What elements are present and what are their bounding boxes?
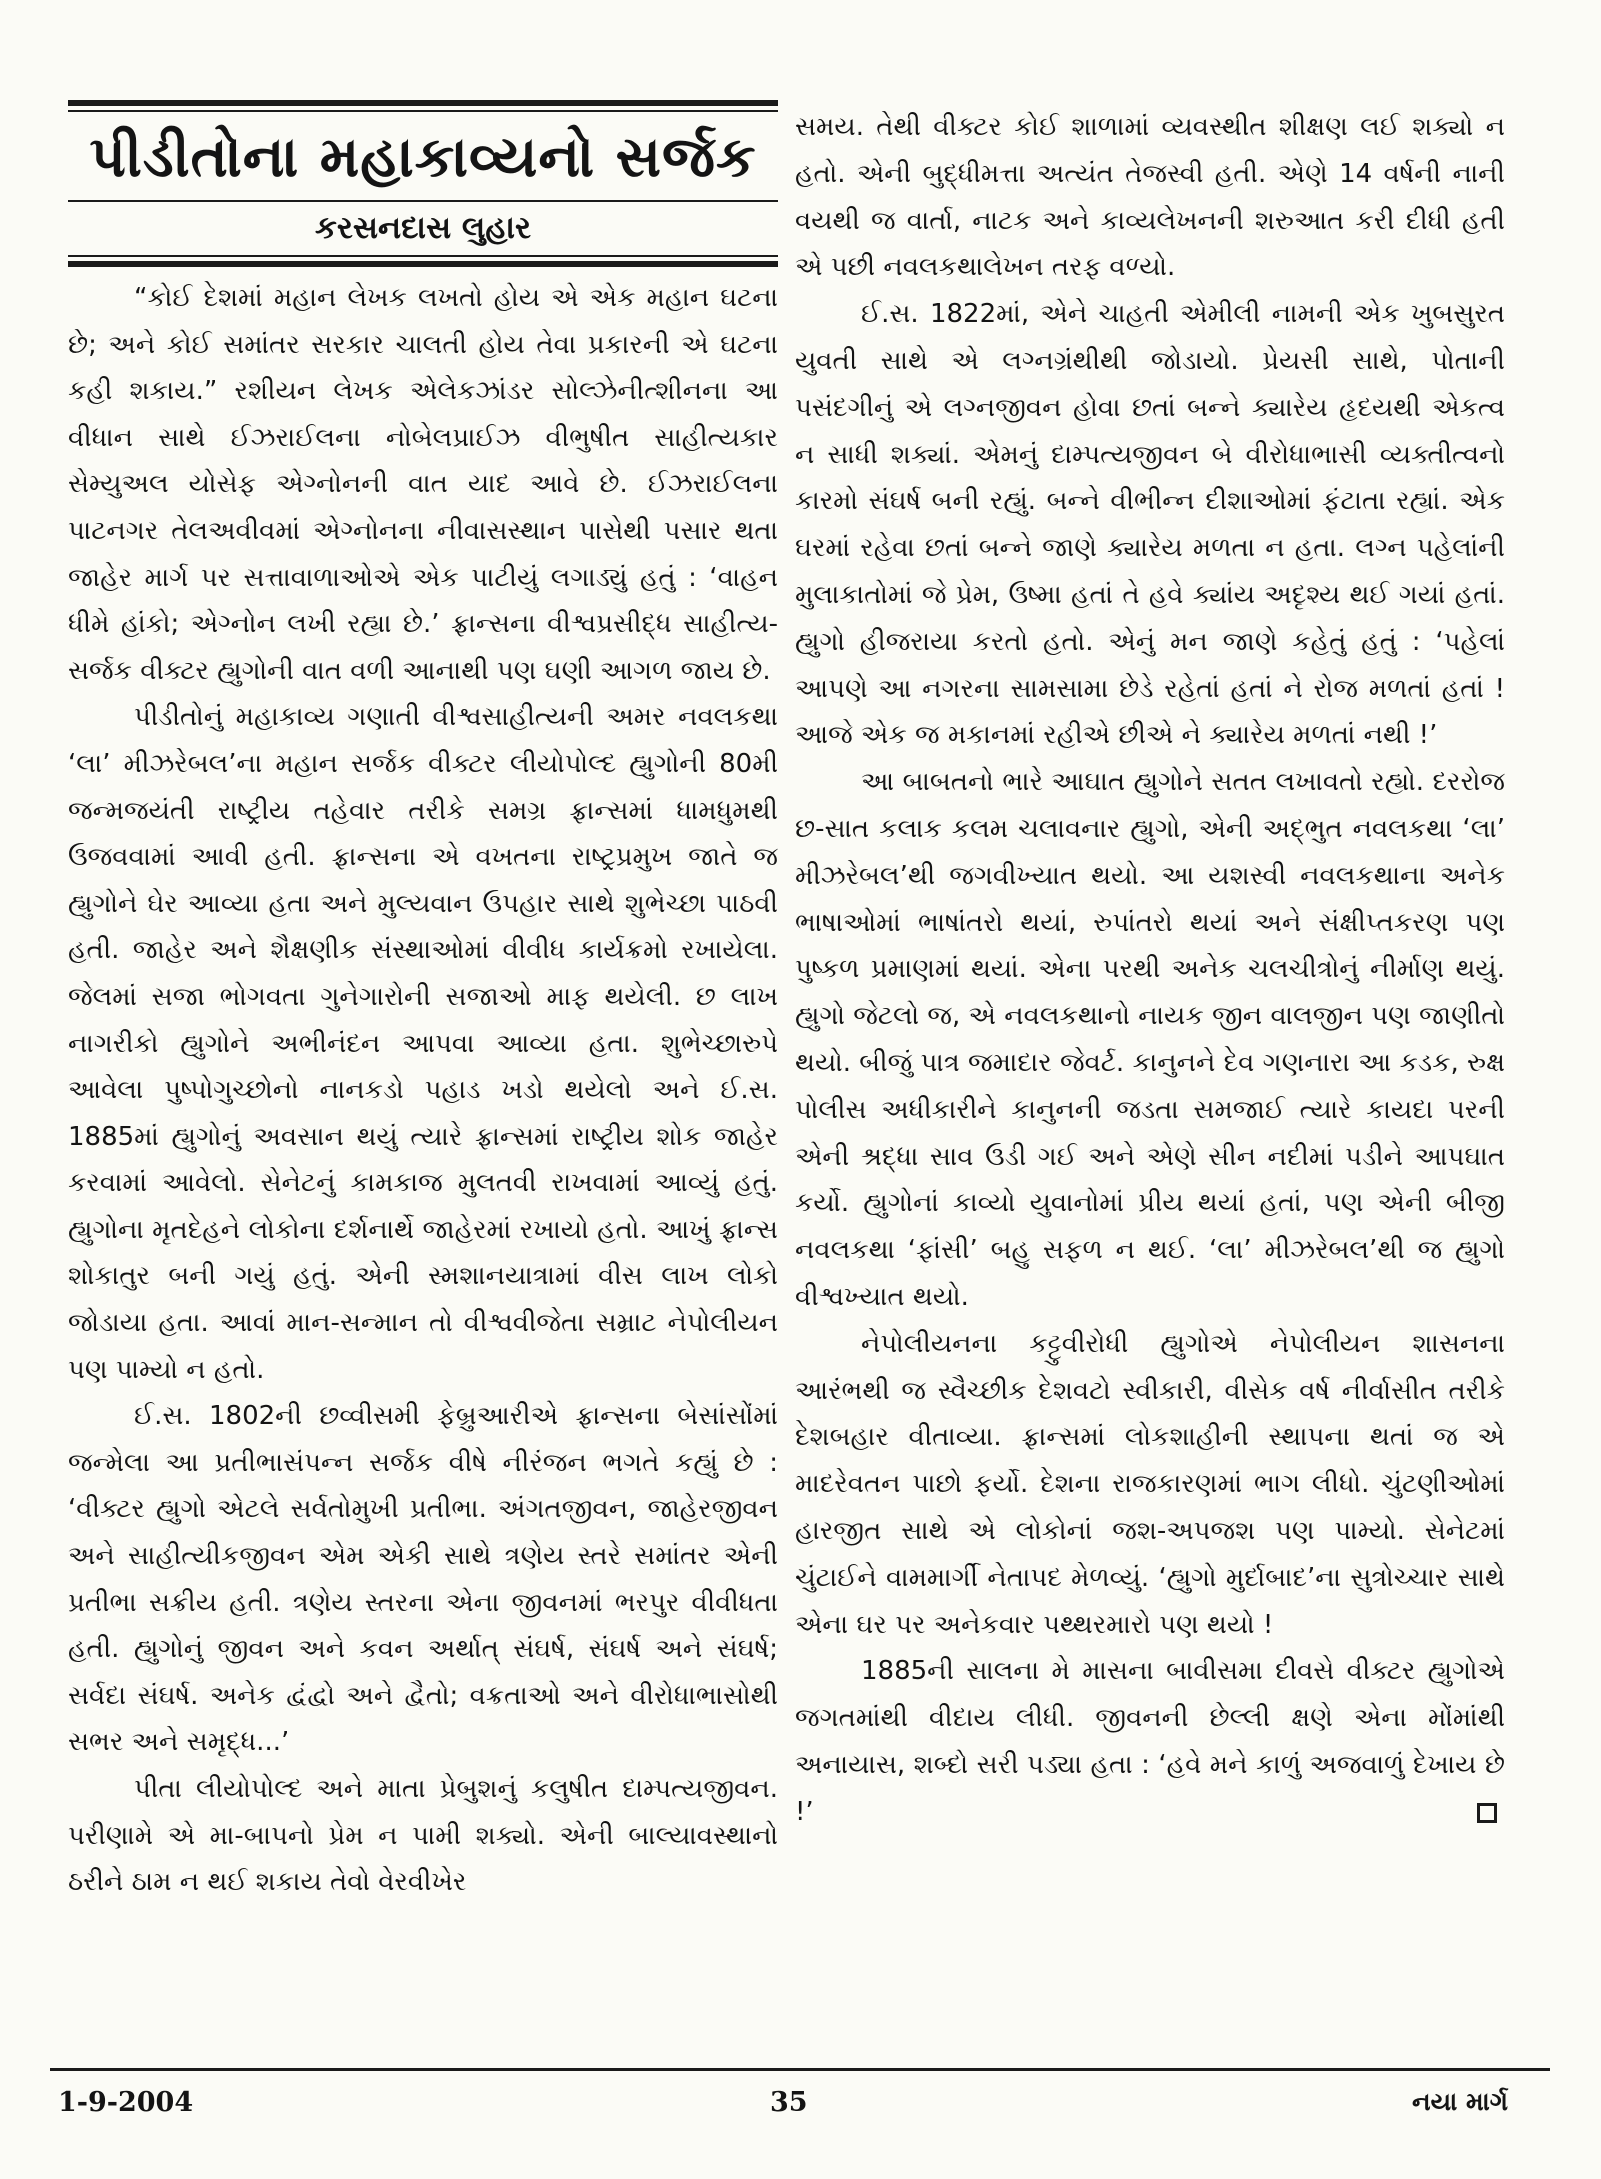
article-title: પીડીતોના મહાકાવ્યનો સર્જક <box>89 125 757 190</box>
right-column <box>795 104 1505 1835</box>
title-top-rule <box>68 100 778 106</box>
author-top-rule <box>68 200 778 202</box>
title-top-thin-rule <box>68 110 778 112</box>
article-author: કરસનદાસ લુહાર <box>314 210 532 246</box>
end-of-article-square-icon <box>1477 1803 1497 1823</box>
page-footer <box>50 2068 1550 2121</box>
issue-date: 1-9-2004 <box>58 2087 194 2118</box>
paragraph: “કોઈ દેશમાં મહાન લેખક લખતો હોય એ એક મહાન ઘટના છે; અને કોઈ સમાંતર સરકાર ચાલતી હોય તેવા પ્રકારની એ ઘટના કહી શકાય.” રશીયન લેખક એલેકઝાંડર સોલ્ઝેનીત્શીનના આ વીધાન સાથે ઈઝરાઈલના નોબેલપ્રાઈઝ વીભુષીત સાહીત્યકાર સેમ્યુઅલ યોસેફ એગ્નોનની વાત યાદ આવે છે. ઈઝરાઈલના પાટનગર તેલઅવીવમાં એગ્નોનના નીવાસસ્થાન પાસેથી પસાર થતા જાહેર માર્ગ પર સત્તાવાળાઓએ એક પાટીયું લગાડ્યું હતું : ‘વાહન ધીમે હાંકો; એગ્નોન લખી રહ્યા છે.’ ફ્રાન્સના વીશ્વપ્રસીદ્ધ સાહીત્ય- સર્જક વીક્ટર હ્યુગોની વાત વળી આનાથી પણ ઘણી આગળ જાય છે. <box>68 283 778 686</box>
paragraph: નેપોલીયનના કટ્ટુવીરોધી હ્યુગોએ નેપોલીયન શાસનના આરંભથી જ સ્વૈચ્છીક દેશવટો સ્વીકારી, વીસેક વર્ષ નીર્વાસીત તરીકે દેશબહાર વીતાવ્યા. ફ્રાન્સમાં લોકશાહીની સ્થાપના થતાં જ એ માદરેવતન પાછો ફર્યો. દેશના રાજકારણમાં ભાગ લીધો. ચુંટણીઓમાં હારજીત સાથે એ લોકોનાં જશ-અપજશ પણ પામ્યો. સેનેટમાં ચુંટાઈને વામમાર્ગી નેતાપદ મેળવ્યું. ‘હ્યુગો મુર્દાબાદ’ના સુત્રોચ્ચાર સાથે એના ઘર પર અનેકવાર પથ્થરમારો પણ થયો ! <box>795 1328 1505 1640</box>
left-column <box>68 100 778 1906</box>
magazine-name: નયા માર્ગ <box>1412 2087 1508 2116</box>
paragraph-text: 1885ની સાલના મે માસના બાવીસમા દીવસે વીક્ટર હ્યુગોએ જગતમાંથી વીદાય લીધી. જીવનની છેલ્લી ક્ષણે એના મોંમાંથી અનાયાસ, શબ્દો સરી પડ્યા હતા : ‘હવે મને કાળું અજવાળું દેખાય છે !’ <box>795 1656 1505 1827</box>
footer-row <box>50 2071 1550 2121</box>
paragraph: પીડીતોનું મહાકાવ્ય ગણાતી વીશ્વસાહીત્યની અમર નવલકથા ‘લા’ મીઝરેબલ’ના મહાન સર્જક વીક્ટર લીયોપોલ્દ હ્યુગોની 80મી જન્મજયંતી રાષ્ટ્રીય તહેવાર તરીકે સમગ્ર ફ્રાન્સમાં ધામધુમથી ઉજવવામાં આવી હતી. ફ્રાન્સના એ વખતના રાષ્ટ્રપ્રમુખ જાતે જ હ્યુગોને ઘેર આવ્યા હતા અને મુલ્યવાન ઉપહાર સાથે શુભેચ્છા પાઠવી હતી. જાહેર અને શૈક્ષણીક સંસ્થાઓમાં વીવીધ કાર્યક્રમો રખાયેલા. જેલમાં સજા ભોગવતા ગુનેગારોની સજાઓ માફ થયેલી. છ લાખ નાગરીકો હ્યુગોને અભીનંદન આપવા આવ્યા હતા. શુભેચ્છારુપે આવેલા પુષ્પોગુચ્છોનો નાનકડો પહાડ ખડો થયેલો અને ઈ.સ. 1885માં હ્યુગોનું અવસાન થયું ત્યારે ફ્રાન્સમાં રાષ્ટ્રીય શોક જાહેર કરવામાં આવેલો. સેનેટનું કામકાજ મુલતવી રાખવામાં આવ્યું હતું. હ્યુગોના મૃતદેહને લોકોના દર્શનાર્થે જાહેરમાં રખાયો હતો. આખું ફ્રાન્સ શોકાતુર બની ગયું હતું. એની સ્મશાનયાત્રામાં વીસ લાખ લોકો જોડાયા હતા. આવાં માન-સન્માન તો વીશ્વવીજેતા સમ્રાટ નેપોલીયન પણ પામ્યો ન હતો. <box>68 702 778 1385</box>
page-number: 35 <box>770 2087 808 2118</box>
paragraph: પીતા લીયોપોલ્દ અને માતા પ્રેબુશનું કલુષીત દામ્પત્યજીવન. પરીણામે એ મા-બાપનો પ્રેમ ન પામી શક્યો. એની બાલ્યાવસ્થાનો ઠરીને ઠામ ન થઈ શકાય તેવો વેરવીખેર <box>68 1774 778 1898</box>
paragraph: ઈ.સ. 1802ની છવ્વીસમી ફેબ્રુઆરીએ ફ્રાન્સના બેસાંસોંમાં જન્મેલા આ પ્રતીભાસંપન્ન સર્જક વીષે નીરંજન ભગતે કહ્યું છે : ‘વીક્ટર હ્યુગો એટલે સર્વતોમુખી પ્રતીભા. અંગતજીવન, જાહેરજીવન અને સાહીત્યીકજીવન એમ એકી સાથે ત્રણેય સ્તરે સમાંતર એની પ્રતીભા સક્રીય હતી. ત્રણેય સ્તરના એના જીવનમાં ભરપુર વીવીધતા હતી. હ્યુગોનું જીવન અને કવન અર્થાત્ સંઘર્ષ, સંઘર્ષ અને સંઘર્ષ; સર્વદા સંઘર્ષ. અનેક દ્વંદ્વો અને દ્વૈતો; વક્રતાઓ અને વીરોધાભાસોથી સભર અને સમૃદ્ધ...’ <box>68 1401 778 1758</box>
paragraph <box>795 1648 1505 1835</box>
paragraph: સમય. તેથી વીક્ટર કોઈ શાળામાં વ્યવસ્થીત શીક્ષણ લઈ શક્યો ન હતો. એની બુદ્ધીમત્તા અત્યંત તેજસ્વી હતી. એણે 14 વર્ષની નાની વયથી જ વાર્તા, નાટક અને કાવ્યલેખનની શરુઆત કરી દીધી હતી એ પછી નવલકથાલેખન તરફ વળ્યો. <box>795 112 1505 283</box>
paragraph: આ બાબતનો ભારે આઘાત હ્યુગોને સતત લખાવતો રહ્યો. દરરોજ છ-સાત કલાક કલમ ચલાવનાર હ્યુગો, એની અદ્ભુત નવલકથા ‘લા’ મીઝરેબલ’થી જગવીખ્યાત થયો. આ યશસ્વી નવલકથાના અનેક ભાષાઓમાં ભાષાંતરો થયાં, રુપાંતરો થયાં અને સંક્ષીપ્તકરણ પણ પુષ્કળ પ્રમાણમાં થયાં. એના પરથી અનેક ચલચીત્રોનું નીર્માણ થયું. હ્યુગો જેટલો જ, એ નવલકથાનો નાયક જીન વાલજીન પણ જાણીતો થયો. બીજું પાત્ર જમાદાર જેવર્ટ. કાનુનને દેવ ગણનારા આ કડક, રુક્ષ પોલીસ અધીકારીને કાનુનની જડતા સમજાઈ ત્યારે કાયદા પરની એની શ્રદ્ધા સાવ ઉડી ગઈ અને એણે સીન નદીમાં પડીને આપઘાત કર્યો. હ્યુગોનાં કાવ્યો યુવાનોમાં પ્રીય થયાં હતાં, પણ એની બીજી નવલકથા ‘ફાંસી’ બહુ સફળ ન થઈ. ‘લા’ મીઝરેબલ’થી જ હ્યુગો વીશ્વખ્યાત થયો. <box>795 767 1505 1312</box>
author-bottom-thin-rule <box>68 255 778 257</box>
paragraph: ઈ.સ. 1822માં, એને ચાહતી એમીલી નામની એક ખુબસુરત યુવતી સાથે એ લગ્નગ્રંથીથી જોડાયો. પ્રેયસી સાથે, પોતાની પસંદગીનું એ લગ્નજીવન હોવા છતાં બન્ને ક્યારેય હૃદયથી એકત્વ ન સાધી શક્યાં. એમનું દામ્પત્યજીવન બે વીરોધાભાસી વ્યક્તીત્વનો કારમો સંઘર્ષ બની રહ્યું. બન્ને વીભીન્ન દીશાઓમાં ફંટાતા રહ્યાં. એક ઘરમાં રહેવા છતાં બન્ને જાણે ક્યારેય મળતા ન હતા. લગ્ન પહેલાંની મુલાકાતોમાં જે પ્રેમ, ઉષ્મા હતાં તે હવે ક્યાંય અદૃશ્ય થઈ ગયાં હતાં. હ્યુગો હીજરાયા કરતો હતો. એનું મન જાણે કહેતું હતું : ‘પહેલાં આપણે આ નગરના સામસામા છેડે રહેતાં હતાં ને રોજ મળતાં હતાં ! આજે એક જ મકાનમાં રહીએ છીએ ને ક્યારેય મળતાં નથી !’ <box>795 299 1505 751</box>
author-bottom-rule <box>68 261 778 267</box>
